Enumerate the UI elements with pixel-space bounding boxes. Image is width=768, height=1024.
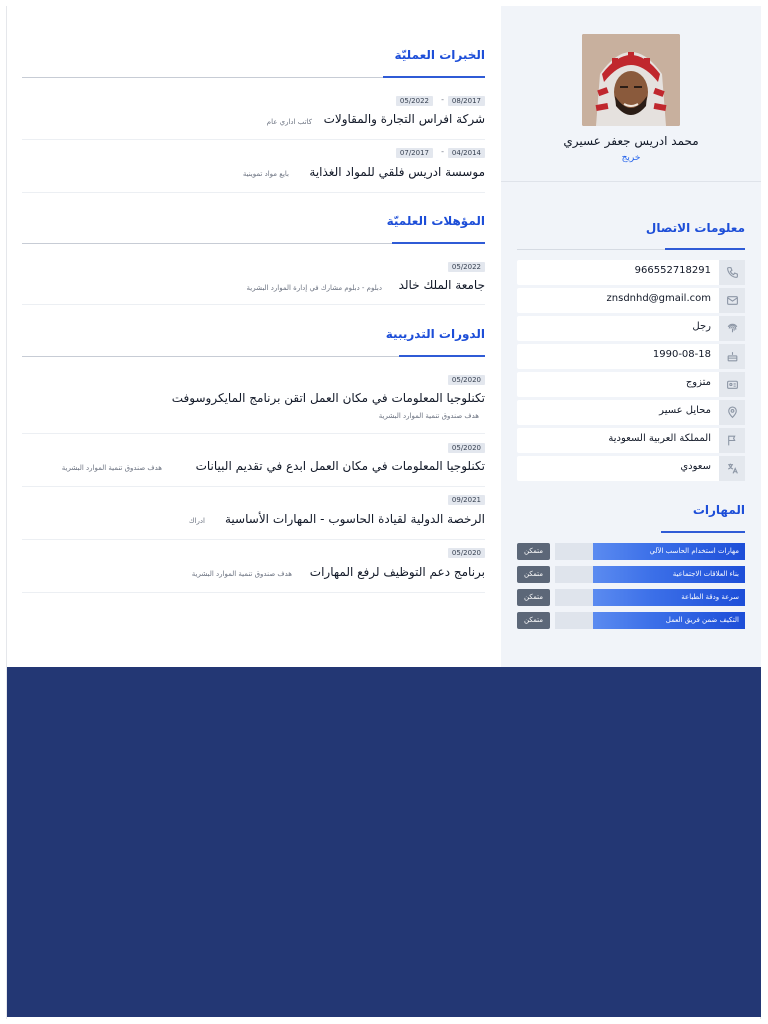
flag-icon — [719, 428, 745, 453]
entry-separator — [22, 433, 485, 434]
skill-level-badge: متمكن — [517, 612, 550, 629]
footer-band — [7, 667, 761, 1017]
contact-phone[interactable]: 966552718291 — [634, 265, 711, 276]
course-date: 05/2020 — [448, 548, 485, 558]
course-date: 05/2020 — [448, 443, 485, 453]
entry-separator — [22, 192, 485, 193]
contact-row-email — [517, 288, 745, 313]
contact-row-birthdate — [517, 344, 745, 369]
contact-heading-underline — [665, 248, 745, 250]
experience-role: بايع مواد تموينية — [242, 170, 289, 178]
course-title: تكنلوجيا المعلومات في مكان العمل اتقن برنامج المايكروسوفت — [171, 391, 485, 405]
course-date: 09/2021 — [448, 495, 485, 505]
id-card-icon — [719, 372, 745, 397]
skill-row — [517, 612, 745, 629]
skill-level-badge: متمكن — [517, 543, 550, 560]
translate-icon — [719, 456, 745, 481]
sidebar-divider — [501, 181, 761, 182]
experience-date-from: 04/2014 — [448, 148, 485, 158]
contact-row-nationality — [517, 456, 745, 481]
course-title: تكنلوجيا المعلومات في مكان العمل ابدع في تقديم البيانات — [195, 459, 485, 473]
education-org: جامعة الملك خالد — [398, 278, 485, 292]
skill-track — [555, 566, 593, 583]
contact-gender: رجل — [692, 321, 711, 332]
entry-separator — [22, 304, 485, 305]
course-title: الرخصة الدولية لقيادة الحاسوب - المهارات الأساسية — [225, 512, 485, 526]
education-rule-accent — [392, 242, 485, 244]
skill-name: بناء العلاقات الاجتماعية — [593, 566, 745, 583]
avatar-icon — [582, 34, 680, 126]
skill-row — [517, 543, 745, 560]
experience-date-to: 07/2017 — [396, 148, 433, 158]
courses-heading: الدورات التدريبية — [385, 327, 485, 341]
course-date: 05/2020 — [448, 375, 485, 385]
experience-date-from: 08/2017 — [448, 96, 485, 106]
profile-photo — [582, 34, 680, 126]
education-detail: دبلوم - دبلوم مشارك في إدارة الموارد البشرية — [246, 284, 382, 292]
skill-row — [517, 566, 745, 583]
contact-row-city — [517, 400, 745, 425]
skill-track — [555, 589, 593, 606]
skill-level-badge: متمكن — [517, 566, 550, 583]
skill-name: سرعة ودقة الطباعة — [593, 589, 745, 606]
contact-nationality: سعودي — [680, 461, 711, 472]
experience-heading: الخبرات العمليّة — [394, 48, 485, 62]
skill-track — [555, 543, 593, 560]
entry-separator — [22, 486, 485, 487]
contact-row-marital — [517, 372, 745, 397]
profile-name: محمد ادريس جعفر عسيري — [563, 134, 699, 148]
contact-row-phone — [517, 260, 745, 285]
experience-rule-accent — [383, 76, 485, 78]
courses-rule-accent — [399, 355, 485, 357]
skill-name: التكيف ضمن فريق العمل — [593, 612, 745, 629]
contact-city: محايل عسير — [659, 405, 711, 416]
skills-heading-underline — [661, 531, 745, 533]
experience-org: شركة افراس التجارة والمقاولات — [323, 112, 485, 126]
skills-heading: المهارات — [692, 503, 745, 517]
course-provider: هدف صندوق تنمية الموارد البشرية — [61, 464, 162, 472]
contact-row-gender — [517, 316, 745, 341]
experience-role: كاتب اداري عام — [266, 118, 312, 126]
contact-heading: معلومات الاتصال — [645, 221, 745, 235]
course-title: برنامج دعم التوظيف لرفع المهارات — [309, 565, 485, 579]
skill-row — [517, 589, 745, 606]
course-provider: هدف صندوق تنمية الموارد البشرية — [378, 412, 479, 420]
cake-icon — [719, 344, 745, 369]
sidebar — [501, 6, 761, 667]
entry-separator — [22, 592, 485, 593]
contact-birthdate: 1990-08-18 — [652, 349, 711, 360]
skill-name: مهارات استخدام الحاسب الآلي — [593, 543, 745, 560]
mail-icon — [719, 288, 745, 313]
location-pin-icon — [719, 400, 745, 425]
course-provider: هدف صندوق تنمية الموارد البشرية — [191, 570, 292, 578]
education-heading: المؤهلات العلميّة — [386, 214, 485, 228]
experience-date-to: 05/2022 — [396, 96, 433, 106]
date-separator: - — [441, 95, 444, 104]
education-date: 05/2022 — [448, 262, 485, 272]
contact-email[interactable]: znsdnhd@gmail.com — [606, 293, 711, 304]
skill-track — [555, 612, 593, 629]
skill-level-badge: متمكن — [517, 589, 550, 606]
contact-marital-status: متزوج — [685, 377, 711, 388]
contact-country: المملكة العربية السعودية — [608, 433, 711, 444]
contact-row-country — [517, 428, 745, 453]
experience-org: موسسة ادريس فلقي للمواد الغذاية — [309, 165, 485, 179]
phone-icon — [719, 260, 745, 285]
fingerprint-icon — [719, 316, 745, 341]
entry-separator — [22, 139, 485, 140]
course-provider: ادراك — [188, 517, 205, 525]
date-separator: - — [441, 147, 444, 156]
entry-separator — [22, 539, 485, 540]
profile-title: خريج — [621, 153, 641, 163]
